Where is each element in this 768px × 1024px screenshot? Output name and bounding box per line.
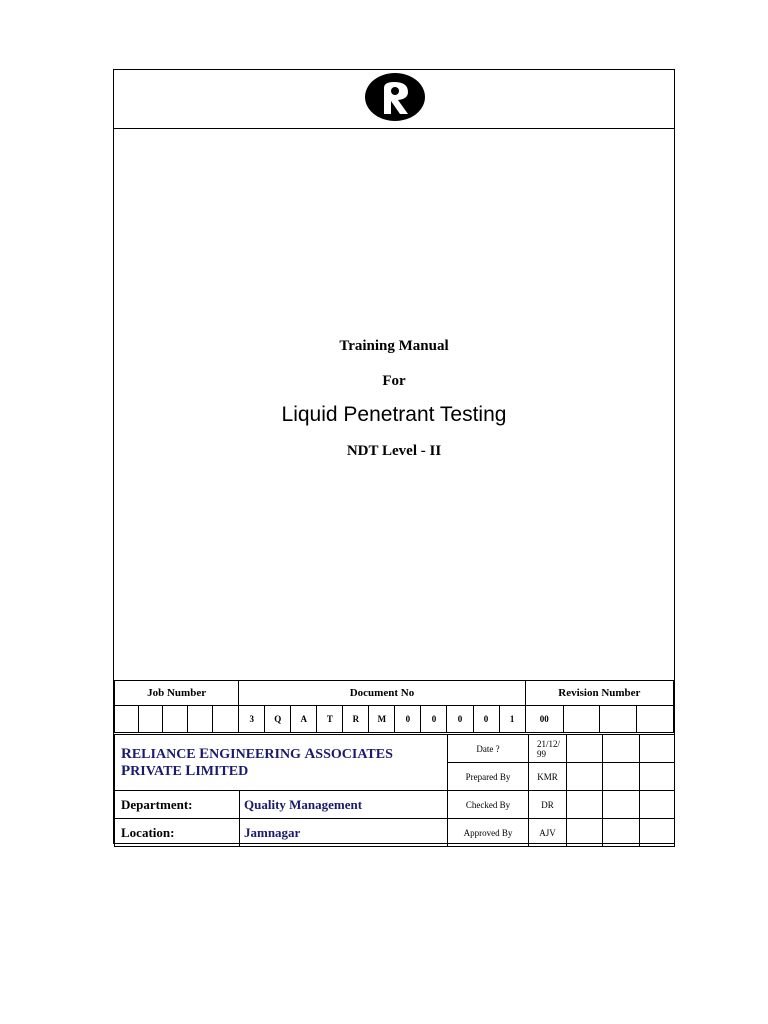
job-cell — [139, 706, 163, 733]
blank-cell — [603, 735, 640, 763]
checked-by-value: DR — [529, 791, 567, 819]
revision-cell — [563, 706, 599, 733]
job-cell — [213, 706, 239, 733]
main-title: Liquid Penetrant Testing — [281, 403, 507, 426]
company-name: RELIANCE ENGINEERING ASSOCIATES PRIVATE LIMITED — [115, 735, 448, 791]
blank-cell — [567, 819, 603, 847]
revision-cell — [636, 706, 673, 733]
blank-cell — [603, 791, 640, 819]
doc-digit: M — [369, 706, 395, 733]
document-no-header: Document No — [239, 681, 526, 706]
doc-digit: 1 — [499, 706, 525, 733]
doc-digit: Q — [265, 706, 291, 733]
doc-digit: 3 — [239, 706, 265, 733]
department-value: Quality Management — [240, 791, 448, 819]
job-cell — [115, 706, 139, 733]
approved-by-label: Approved By — [448, 819, 529, 847]
revision-cell — [599, 706, 636, 733]
blank-cell — [603, 819, 640, 847]
blank-cell — [567, 763, 603, 791]
prepared-by-value: KMR — [529, 763, 567, 791]
job-cell — [163, 706, 188, 733]
doc-digit: 0 — [395, 706, 421, 733]
logo-band — [114, 70, 674, 129]
blank-cell — [603, 763, 640, 791]
department-label: Department: — [115, 791, 240, 819]
date-value: 21/12/ 99 — [529, 735, 567, 763]
job-cell — [188, 706, 213, 733]
prepared-by-label: Prepared By — [448, 763, 529, 791]
reliance-logo-icon — [364, 72, 426, 122]
blank-cell — [640, 763, 675, 791]
approval-grid — [114, 734, 674, 847]
doc-digit: 0 — [421, 706, 447, 733]
location-label: Location: — [115, 819, 240, 847]
doc-digit: T — [317, 706, 343, 733]
location-value: Jamnagar — [240, 819, 448, 847]
blank-cell — [567, 791, 603, 819]
revision-number-header: Revision Number — [525, 681, 673, 706]
approved-by-value: AJV — [529, 819, 567, 847]
doc-digit: 0 — [447, 706, 473, 733]
blank-cell — [567, 735, 603, 763]
title-training-manual: Training Manual — [339, 338, 449, 354]
blank-cell — [640, 735, 675, 763]
blank-cell — [640, 819, 675, 847]
ndt-level: NDT Level - II — [346, 443, 442, 459]
checked-by-label: Checked By — [448, 791, 529, 819]
revision-value: 00 — [525, 706, 563, 733]
blank-cell — [640, 791, 675, 819]
document-number-grid — [114, 680, 674, 733]
document-frame — [113, 69, 675, 844]
doc-digit: R — [343, 706, 369, 733]
date-label: Date ? — [448, 735, 529, 763]
doc-digit: 0 — [473, 706, 499, 733]
title-for: For — [382, 373, 406, 389]
job-number-header: Job Number — [115, 681, 239, 706]
doc-digit: A — [291, 706, 317, 733]
